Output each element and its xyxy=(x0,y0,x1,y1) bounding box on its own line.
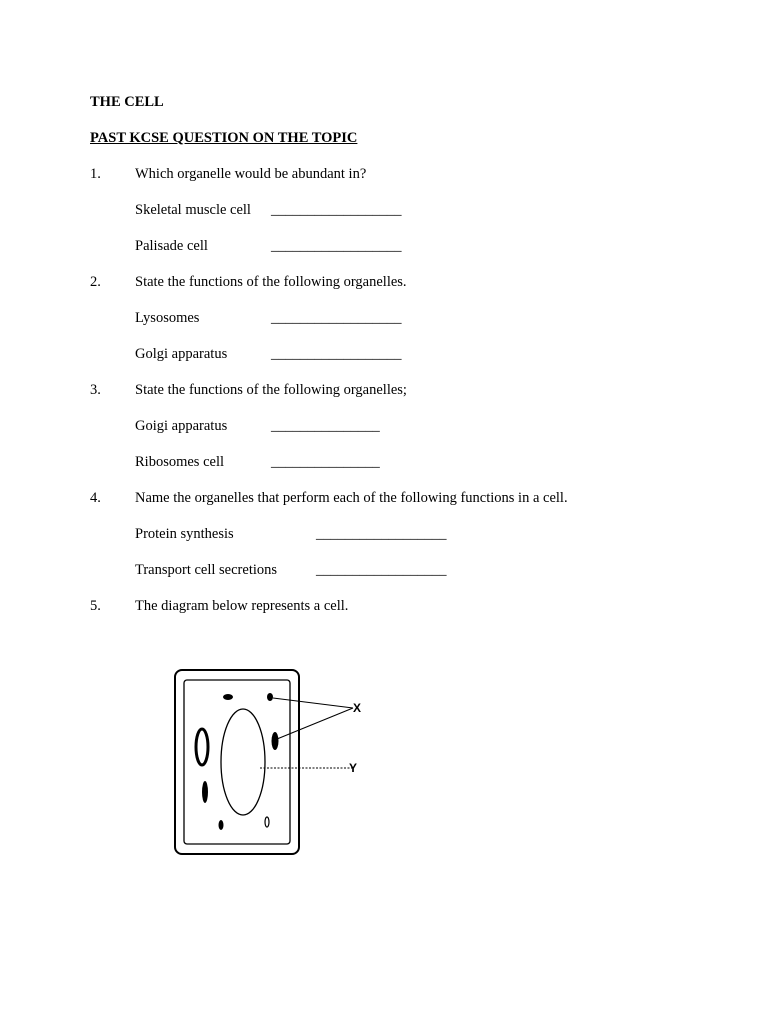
question-4-text: Name the organelles that perform each of the following functions in a cell. xyxy=(135,490,568,506)
label-y: Y xyxy=(349,761,358,775)
question-3-text: State the functions of the following organelles; xyxy=(135,382,407,398)
question-3-item-2-answer-blank[interactable]: _______________ xyxy=(271,454,380,470)
question-1-number: 1. xyxy=(90,166,101,182)
question-3-item-1-label: Goigi apparatus xyxy=(135,418,228,434)
question-4-item-1-answer-blank[interactable]: __________________ xyxy=(316,526,447,542)
cell-wall xyxy=(175,670,299,854)
question-2-item-1-answer-blank[interactable]: __________________ xyxy=(271,310,402,326)
question-3-item-2-label: Ribosomes cell xyxy=(135,454,225,470)
question-1-item-2-label: Palisade cell xyxy=(135,238,208,254)
question-2-text: State the functions of the following organelles. xyxy=(135,274,407,290)
pointer-line-x-bottom xyxy=(277,708,353,739)
question-3-item-1-answer-blank[interactable]: _______________ xyxy=(271,418,380,434)
question-2-item-1-label: Lysosomes xyxy=(135,310,200,326)
question-4-item-2-label: Transport cell secretions xyxy=(135,562,278,578)
question-2-item-2-answer-blank[interactable]: __________________ xyxy=(271,346,402,362)
page-subtitle: PAST KCSE QUESTION ON THE TOPIC xyxy=(90,130,358,146)
pointer-line-x-top xyxy=(273,698,353,708)
vacuole xyxy=(221,709,265,815)
question-4-item-2-answer-blank[interactable]: __________________ xyxy=(316,562,447,578)
question-4-number: 4. xyxy=(90,490,101,506)
question-1-text: Which organelle would be abundant in? xyxy=(135,166,367,182)
cell-diagram xyxy=(165,662,375,858)
question-2-item-2-label: Golgi apparatus xyxy=(135,346,228,362)
question-4-item-1-label: Protein synthesis xyxy=(135,526,234,542)
nucleus xyxy=(196,729,208,765)
chloroplast-left xyxy=(202,781,208,803)
question-5-number: 5. xyxy=(90,598,101,614)
page-title: THE CELL xyxy=(90,94,164,110)
chloroplast-top-right xyxy=(267,693,273,701)
question-2-number: 2. xyxy=(90,274,101,290)
label-x: X xyxy=(353,701,362,715)
question-1-item-1-label: Skeletal muscle cell xyxy=(135,202,251,218)
question-1-item-1-answer-blank[interactable]: __________________ xyxy=(271,202,402,218)
chloroplast-bottom-right xyxy=(265,817,269,827)
question-5-text: The diagram below represents a cell. xyxy=(135,598,349,614)
chloroplast-bottom-left xyxy=(219,820,224,830)
question-1-item-2-answer-blank[interactable]: __________________ xyxy=(271,238,402,254)
question-3-number: 3. xyxy=(90,382,101,398)
chloroplast-top xyxy=(223,694,233,700)
chloroplast-right xyxy=(272,732,279,750)
